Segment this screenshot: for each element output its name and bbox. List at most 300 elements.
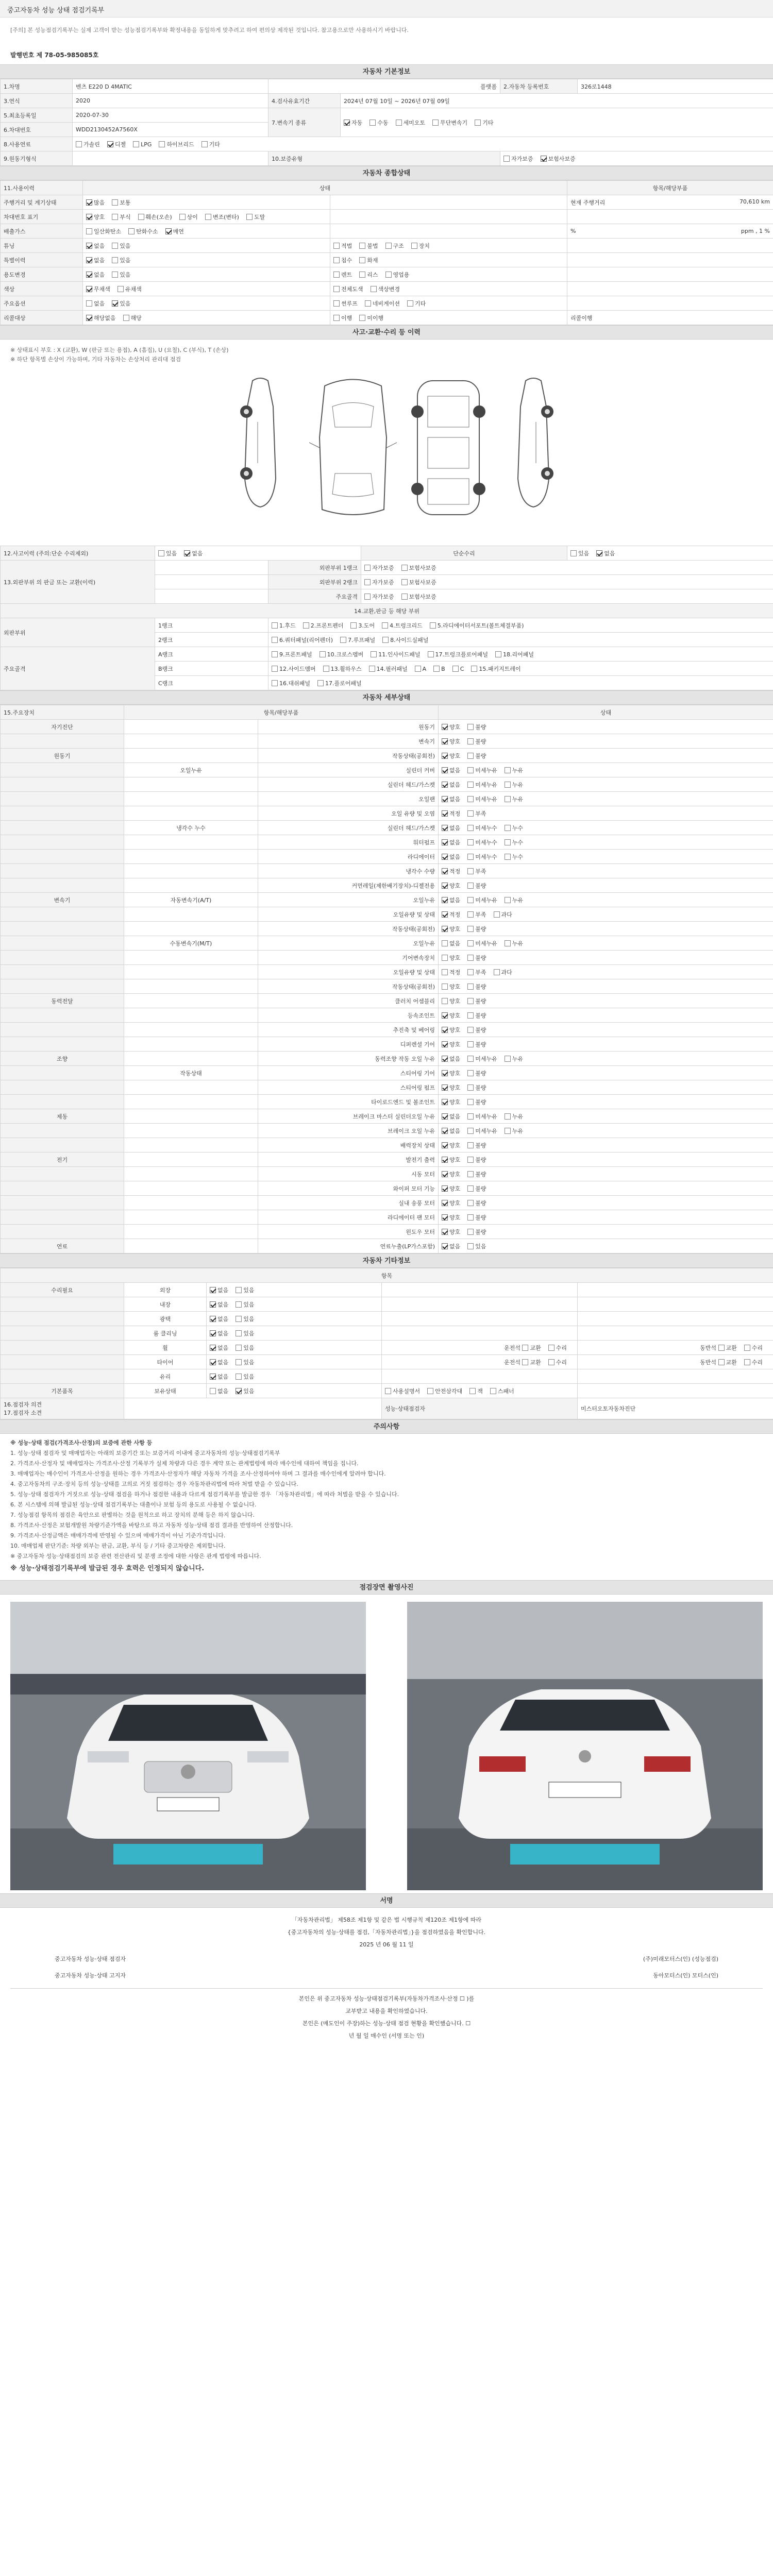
option-simple-repair-options-0[interactable] [570, 549, 589, 557]
checkbox-icon[interactable] [210, 1388, 216, 1394]
option-d15-1[interactable] [467, 939, 497, 947]
option-d22-1[interactable] [467, 1040, 486, 1048]
option-d23-2[interactable] [505, 1055, 523, 1063]
checkbox-icon[interactable] [442, 984, 448, 990]
checkbox-icon[interactable] [442, 738, 448, 744]
option-ee7-0[interactable] [385, 1387, 420, 1395]
option-d31-0[interactable] [442, 1170, 460, 1178]
checkbox-icon[interactable] [86, 272, 92, 278]
checkbox-icon[interactable] [442, 1185, 448, 1192]
checkbox-icon[interactable] [210, 1316, 216, 1322]
option-d10-0[interactable] [442, 867, 460, 875]
option-frame-a-parts-2[interactable] [371, 650, 420, 658]
checkbox-icon[interactable] [433, 666, 440, 672]
checkbox-icon[interactable] [272, 680, 278, 686]
checkbox-icon[interactable] [369, 120, 376, 126]
checkbox-icon[interactable] [430, 622, 436, 629]
checkbox-icon[interactable] [467, 1099, 474, 1105]
option-d24-1[interactable] [467, 1069, 486, 1077]
checkbox-icon[interactable] [744, 1359, 750, 1365]
checkbox-icon[interactable] [128, 228, 135, 234]
option-d5-0[interactable] [442, 795, 460, 803]
option-d13-0[interactable] [442, 910, 460, 919]
checkbox-icon[interactable] [442, 753, 448, 759]
checkbox-icon[interactable] [86, 315, 92, 321]
option-rank1-parts-3[interactable] [382, 621, 423, 630]
checkbox-icon[interactable] [158, 550, 164, 556]
checkbox-icon[interactable] [112, 214, 118, 220]
option-d34-0[interactable] [442, 1213, 460, 1222]
checkbox-icon[interactable] [179, 214, 186, 220]
option-g4-1[interactable] [112, 256, 130, 264]
checkbox-icon[interactable] [359, 272, 365, 278]
checkbox-icon[interactable] [467, 1027, 474, 1033]
option-transmission-options-0[interactable] [344, 118, 362, 127]
checkbox-icon[interactable] [467, 1142, 474, 1148]
checkbox-icon[interactable] [467, 854, 474, 860]
checkbox-icon[interactable] [364, 565, 371, 571]
option-d36-1[interactable] [467, 1242, 486, 1250]
checkbox-icon[interactable] [272, 666, 278, 672]
checkbox-icon[interactable] [432, 120, 439, 126]
option-d20-0[interactable] [442, 1011, 460, 1020]
option-d15-0[interactable] [442, 939, 460, 947]
option-rank1-parts-4[interactable] [430, 621, 524, 630]
option-e1-1[interactable] [236, 1300, 254, 1309]
checkbox-icon[interactable] [442, 955, 448, 961]
option-rank2-parts-0[interactable] [272, 636, 333, 644]
checkbox-icon[interactable] [86, 243, 92, 249]
option-d24-0[interactable] [442, 1069, 460, 1077]
checkbox-icon[interactable] [467, 984, 474, 990]
option-gs3-0[interactable] [333, 242, 352, 250]
checkbox-icon[interactable] [340, 637, 346, 643]
option-d22-0[interactable] [442, 1040, 460, 1048]
checkbox-icon[interactable] [272, 637, 278, 643]
checkbox-icon[interactable] [184, 550, 190, 556]
option-frame-b-parts-5[interactable] [452, 666, 464, 672]
option-ex4-1[interactable] [548, 1344, 567, 1352]
checkbox-icon[interactable] [236, 1374, 242, 1380]
option-d4-1[interactable] [467, 781, 497, 789]
checkbox-icon[interactable] [442, 767, 448, 773]
option-frame-options-0[interactable] [364, 592, 394, 601]
checkbox-icon[interactable] [442, 1243, 448, 1249]
option-d16-0[interactable] [442, 954, 460, 962]
checkbox-icon[interactable] [385, 272, 392, 278]
option-ee7-2[interactable] [469, 1387, 483, 1395]
option-d17-1[interactable] [467, 968, 486, 976]
checkbox-icon[interactable] [112, 257, 118, 263]
option-d11-0[interactable] [442, 882, 460, 890]
checkbox-icon[interactable] [467, 1070, 474, 1076]
option-d27-1[interactable] [467, 1112, 497, 1121]
option-d28-1[interactable] [467, 1127, 497, 1135]
checkbox-icon[interactable] [503, 156, 510, 162]
checkbox-icon[interactable] [442, 1214, 448, 1221]
checkbox-icon[interactable] [548, 1345, 554, 1351]
checkbox-icon[interactable] [467, 1157, 474, 1163]
checkbox-icon[interactable] [548, 1359, 554, 1365]
checkbox-icon[interactable] [442, 1027, 448, 1033]
checkbox-icon[interactable] [505, 940, 511, 946]
option-d7-0[interactable] [442, 824, 460, 832]
option-d0-0[interactable] [442, 723, 460, 731]
option-gt3-0[interactable] [385, 242, 404, 250]
checkbox-icon[interactable] [272, 651, 278, 657]
option-d12-0[interactable] [442, 896, 460, 904]
option-e1-0[interactable] [210, 1300, 228, 1309]
option-transmission-options-4[interactable] [475, 118, 493, 127]
option-g8-0[interactable] [86, 314, 116, 322]
checkbox-icon[interactable] [442, 1070, 448, 1076]
checkbox-icon[interactable] [452, 666, 459, 672]
option-ee7-1[interactable] [427, 1387, 462, 1395]
option-rank1-parts-0[interactable] [272, 621, 296, 630]
checkbox-icon[interactable] [469, 1388, 476, 1394]
option-d36-0[interactable] [442, 1242, 460, 1250]
checkbox-icon[interactable] [112, 199, 118, 206]
checkbox-icon[interactable] [475, 120, 481, 126]
option-g5-1[interactable] [112, 270, 130, 279]
checkbox-icon[interactable] [505, 897, 511, 903]
option-g3-0[interactable] [86, 242, 105, 250]
checkbox-icon[interactable] [407, 300, 413, 307]
option-ee7-3[interactable] [490, 1387, 514, 1395]
option-d23-0[interactable] [442, 1055, 460, 1063]
checkbox-icon[interactable] [467, 1128, 474, 1134]
option-d19-0[interactable] [442, 997, 460, 1005]
option-gs7-1[interactable] [365, 299, 400, 308]
option-e4-0[interactable] [210, 1344, 228, 1352]
option-d35-0[interactable] [442, 1228, 460, 1236]
checkbox-icon[interactable] [427, 1388, 433, 1394]
option-gs3-1[interactable] [359, 242, 378, 250]
option-d30-0[interactable] [442, 1156, 460, 1164]
checkbox-icon[interactable] [505, 1113, 511, 1120]
option-fuel-options-1[interactable] [107, 140, 126, 148]
option-gs8-0[interactable] [333, 314, 352, 322]
checkbox-icon[interactable] [505, 796, 511, 802]
checkbox-icon[interactable] [467, 1012, 474, 1019]
option-d3-1[interactable] [467, 766, 497, 774]
option-d9-0[interactable] [442, 853, 460, 861]
option-gs5-0[interactable] [333, 270, 352, 279]
checkbox-icon[interactable] [505, 1056, 511, 1062]
checkbox-icon[interactable] [210, 1301, 216, 1308]
checkbox-icon[interactable] [133, 141, 139, 147]
option-frame-c-parts-0[interactable] [272, 679, 310, 687]
option-rank1-parts-2[interactable] [350, 621, 375, 630]
checkbox-icon[interactable] [86, 300, 92, 307]
checkbox-icon[interactable] [505, 782, 511, 788]
checkbox-icon[interactable] [467, 1229, 474, 1235]
checkbox-icon[interactable] [467, 796, 474, 802]
option-g5-0[interactable] [86, 270, 105, 279]
option-d3-0[interactable] [442, 766, 460, 774]
checkbox-icon[interactable] [467, 1214, 474, 1221]
checkbox-icon[interactable] [401, 594, 408, 600]
checkbox-icon[interactable] [350, 622, 357, 629]
option-d25-1[interactable] [467, 1083, 486, 1092]
checkbox-icon[interactable] [467, 1171, 474, 1177]
checkbox-icon[interactable] [467, 1200, 474, 1206]
checkbox-icon[interactable] [371, 651, 377, 657]
checkbox-icon[interactable] [442, 1099, 448, 1105]
option-d13-2[interactable] [494, 910, 512, 919]
option-d4-2[interactable] [505, 781, 523, 789]
checkbox-icon[interactable] [442, 782, 448, 788]
option-d2-1[interactable] [467, 752, 486, 760]
checkbox-icon[interactable] [505, 839, 511, 845]
checkbox-icon[interactable] [442, 897, 448, 903]
option-g1-2[interactable] [138, 213, 172, 221]
option-fuel-options-4[interactable] [201, 140, 220, 148]
checkbox-icon[interactable] [442, 1113, 448, 1120]
option-g8-1[interactable] [123, 314, 142, 322]
checkbox-icon[interactable] [442, 724, 448, 730]
checkbox-icon[interactable] [522, 1359, 528, 1365]
checkbox-icon[interactable] [467, 1243, 474, 1249]
option-gs8-1[interactable] [359, 314, 383, 322]
checkbox-icon[interactable] [522, 1345, 528, 1351]
option-g1-4[interactable] [205, 213, 239, 221]
checkbox-icon[interactable] [442, 796, 448, 802]
checkbox-icon[interactable] [365, 300, 371, 307]
option-d19-1[interactable] [467, 997, 486, 1005]
option-d30-1[interactable] [467, 1156, 486, 1164]
option-d29-0[interactable] [442, 1141, 460, 1149]
checkbox-icon[interactable] [442, 1142, 448, 1148]
checkbox-icon[interactable] [467, 839, 474, 845]
checkbox-icon[interactable] [333, 286, 340, 292]
checkbox-icon[interactable] [385, 1388, 391, 1394]
option-fuel-options-3[interactable] [159, 140, 194, 148]
checkbox-icon[interactable] [359, 315, 365, 321]
option-d3-2[interactable] [505, 766, 523, 774]
checkbox-icon[interactable] [165, 228, 172, 234]
checkbox-icon[interactable] [467, 753, 474, 759]
option-d14-0[interactable] [442, 925, 460, 933]
checkbox-icon[interactable] [442, 1012, 448, 1019]
option-d32-1[interactable] [467, 1184, 486, 1193]
option-e3-0[interactable] [210, 1329, 228, 1337]
option-rank2-parts-2[interactable] [382, 636, 428, 644]
buyer-signature[interactable]: 년 월 일 매수인 (서명 또는 인) [348, 2032, 425, 2039]
option-ey5-1[interactable] [744, 1358, 763, 1366]
option-d6-0[interactable] [442, 809, 460, 818]
checkbox-icon[interactable] [411, 243, 417, 249]
option-d18-0[interactable] [442, 982, 460, 991]
option-gs6-1[interactable] [371, 285, 400, 293]
option-gs7-2[interactable] [407, 299, 426, 308]
checkbox-icon[interactable] [86, 257, 92, 263]
option-frame-a-parts-1[interactable] [320, 650, 364, 658]
option-d28-0[interactable] [442, 1127, 460, 1135]
option-g6-1[interactable] [117, 285, 142, 293]
checkbox-icon[interactable] [333, 257, 340, 263]
checkbox-icon[interactable] [467, 897, 474, 903]
option-d35-1[interactable] [467, 1228, 486, 1236]
option-fuel-options-0[interactable] [76, 140, 100, 148]
checkbox-icon[interactable] [442, 810, 448, 817]
option-e2-1[interactable] [236, 1315, 254, 1323]
checkbox-icon[interactable] [442, 1229, 448, 1235]
option-gs5-1[interactable] [359, 270, 378, 279]
checkbox-icon[interactable] [112, 300, 118, 307]
option-frame-b-parts-6[interactable] [471, 665, 520, 673]
checkbox-icon[interactable] [442, 1128, 448, 1134]
option-g2-2[interactable] [165, 227, 184, 235]
checkbox-icon[interactable] [236, 1316, 242, 1322]
option-e5-1[interactable] [236, 1358, 254, 1366]
option-d32-0[interactable] [442, 1184, 460, 1193]
option-fuel-options-2[interactable] [133, 141, 152, 148]
option-d26-0[interactable] [442, 1098, 460, 1106]
option-d28-2[interactable] [505, 1127, 523, 1135]
checkbox-icon[interactable] [471, 666, 477, 672]
option-d16-1[interactable] [467, 954, 486, 962]
option-d21-1[interactable] [467, 1026, 486, 1034]
checkbox-icon[interactable] [494, 969, 500, 975]
option-d12-1[interactable] [467, 896, 497, 904]
checkbox-icon[interactable] [86, 286, 92, 292]
option-g1-0[interactable] [86, 213, 105, 221]
option-d29-1[interactable] [467, 1141, 486, 1149]
checkbox-icon[interactable] [382, 637, 389, 643]
checkbox-icon[interactable] [505, 825, 511, 831]
checkbox-icon[interactable] [541, 156, 547, 162]
option-g2-1[interactable] [128, 227, 158, 235]
checkbox-icon[interactable] [236, 1287, 242, 1293]
option-d11-1[interactable] [467, 882, 486, 890]
option-e5-0[interactable] [210, 1358, 228, 1366]
checkbox-icon[interactable] [359, 257, 365, 263]
option-d9-2[interactable] [505, 853, 523, 861]
checkbox-icon[interactable] [112, 272, 118, 278]
checkbox-icon[interactable] [467, 1056, 474, 1062]
checkbox-icon[interactable] [364, 594, 371, 600]
option-g1-1[interactable] [112, 213, 130, 221]
option-e7-0[interactable] [210, 1387, 228, 1395]
option-gs4-1[interactable] [359, 256, 378, 264]
checkbox-icon[interactable] [396, 120, 402, 126]
option-d0-1[interactable] [467, 723, 486, 731]
option-d33-0[interactable] [442, 1199, 460, 1207]
option-d12-2[interactable] [505, 896, 523, 904]
option-frame-c-parts-1[interactable] [317, 679, 362, 687]
option-d25-0[interactable] [442, 1083, 460, 1092]
option-d20-1[interactable] [467, 1011, 486, 1020]
checkbox-icon[interactable] [467, 825, 474, 831]
checkbox-icon[interactable] [490, 1388, 496, 1394]
option-transmission-options-1[interactable] [369, 118, 388, 127]
checkbox-icon[interactable] [369, 666, 375, 672]
option-g0-0[interactable] [86, 198, 105, 207]
checkbox-icon[interactable] [236, 1359, 242, 1365]
option-e0-0[interactable] [210, 1286, 228, 1294]
option-e3-1[interactable] [236, 1329, 254, 1337]
checkbox-icon[interactable] [442, 969, 448, 975]
option-e0-1[interactable] [236, 1286, 254, 1294]
option-d4-0[interactable] [442, 781, 460, 789]
checkbox-icon[interactable] [323, 666, 329, 672]
checkbox-icon[interactable] [467, 868, 474, 874]
checkbox-icon[interactable] [107, 141, 113, 147]
option-d23-1[interactable] [467, 1055, 497, 1063]
option-d7-1[interactable] [467, 824, 497, 832]
checkbox-icon[interactable] [442, 839, 448, 845]
checkbox-icon[interactable] [467, 969, 474, 975]
checkbox-icon[interactable] [467, 724, 474, 730]
checkbox-icon[interactable] [467, 926, 474, 932]
checkbox-icon[interactable] [371, 286, 377, 292]
checkbox-icon[interactable] [442, 1200, 448, 1206]
checkbox-icon[interactable] [86, 199, 92, 206]
option-transmission-options-3[interactable] [432, 118, 467, 127]
checkbox-icon[interactable] [442, 1157, 448, 1163]
checkbox-icon[interactable] [364, 579, 371, 585]
option-g1-3[interactable] [179, 213, 198, 221]
checkbox-icon[interactable] [442, 940, 448, 946]
option-d15-2[interactable] [505, 939, 523, 947]
checkbox-icon[interactable] [596, 550, 602, 556]
checkbox-icon[interactable] [442, 998, 448, 1004]
option-frame-options-1[interactable] [401, 592, 436, 601]
checkbox-icon[interactable] [442, 1084, 448, 1091]
option-d34-1[interactable] [467, 1213, 486, 1222]
checkbox-icon[interactable] [442, 1171, 448, 1177]
option-d5-2[interactable] [505, 795, 523, 803]
checkbox-icon[interactable] [570, 550, 577, 556]
checkbox-icon[interactable] [467, 883, 474, 889]
option-g7-1[interactable] [112, 299, 130, 308]
option-gs6-0[interactable] [333, 285, 363, 293]
option-gs5-2[interactable] [385, 270, 410, 279]
checkbox-icon[interactable] [467, 1113, 474, 1120]
option-d7-2[interactable] [505, 824, 523, 832]
option-d21-0[interactable] [442, 1026, 460, 1034]
checkbox-icon[interactable] [333, 315, 340, 321]
option-warranty-options-1[interactable] [541, 155, 576, 163]
option-ey4-1[interactable] [744, 1344, 763, 1352]
option-d31-1[interactable] [467, 1170, 486, 1178]
checkbox-icon[interactable] [333, 243, 340, 249]
checkbox-icon[interactable] [201, 141, 208, 147]
option-d17-0[interactable] [442, 968, 460, 976]
checkbox-icon[interactable] [333, 300, 340, 307]
checkbox-icon[interactable] [467, 767, 474, 773]
checkbox-icon[interactable] [344, 120, 350, 126]
option-e6-1[interactable] [236, 1372, 254, 1381]
option-frame-b-parts-2[interactable] [369, 665, 408, 673]
option-d27-0[interactable] [442, 1112, 460, 1121]
checkbox-icon[interactable] [467, 998, 474, 1004]
option-ex4-0[interactable] [522, 1344, 541, 1352]
option-d5-1[interactable] [467, 795, 497, 803]
checkbox-icon[interactable] [86, 214, 92, 220]
option-d2-0[interactable] [442, 752, 460, 760]
checkbox-icon[interactable] [401, 565, 408, 571]
checkbox-icon[interactable] [442, 926, 448, 932]
option-rank2-parts-1[interactable] [340, 636, 375, 644]
option-frame-b-parts-3[interactable] [415, 666, 427, 672]
option-ey5-0[interactable] [718, 1358, 737, 1366]
option-d26-1[interactable] [467, 1098, 486, 1106]
checkbox-icon[interactable] [467, 810, 474, 817]
checkbox-icon[interactable] [442, 1041, 448, 1047]
checkbox-icon[interactable] [236, 1301, 242, 1308]
